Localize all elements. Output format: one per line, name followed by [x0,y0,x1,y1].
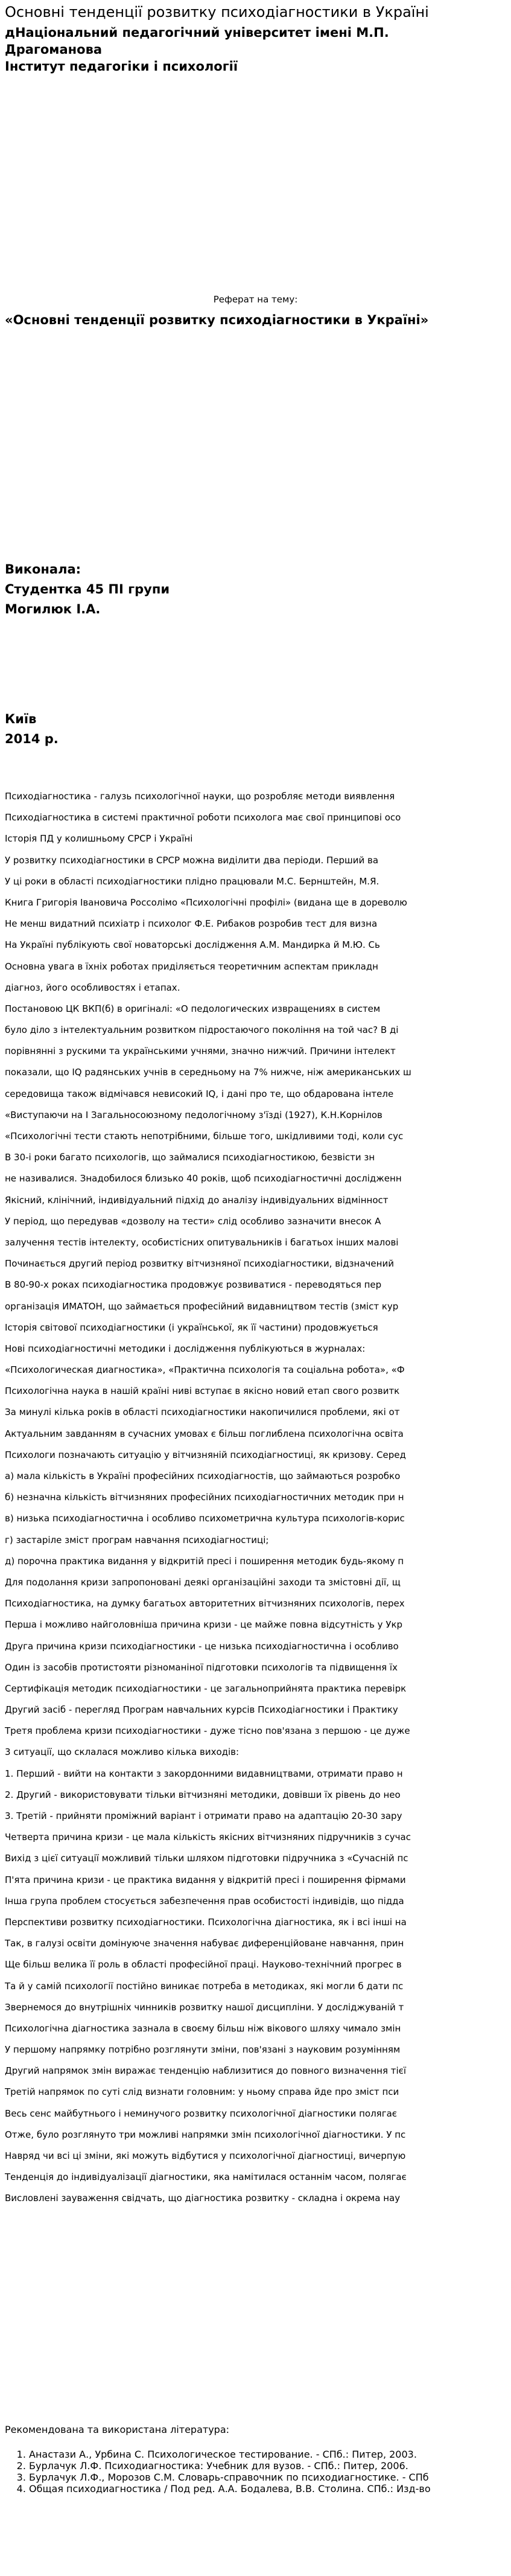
body-line: Ще більш велика її роль в області професійної праці. Науково-технічний прогрес в [5,1959,402,1970]
body-line: У ці роки в області психодіагностики плідно працювали М.С. Бернштейн, М.Я. [5,875,379,887]
body-line: середовища також відмічався невисокий IQ, і дані про те, що обдарована інтеле [5,1088,394,1099]
body-line: г) застаріле зміст програм навчання психодіагностиці; [5,1534,269,1545]
body-line: Інша група проблем стосується забезпечення прав особистості індивідів, що підда [5,1895,404,1906]
body-line: не називалися. Знадобилося близько 40 років, щоб психодіагностичні дослідженн [5,1173,402,1184]
body-line: в) низька психодіагностична і особливо психометрична культура психологів-корис [5,1513,405,1524]
body-line: було ділo з інтелектуальним розвитком підростаючого покоління на той час? В ді [5,1024,399,1036]
body-line: Весь сенс майбутнього і неминучого розвитку психологічної діагностики полягає [5,2108,397,2119]
body-line: показали, що IQ радянських учнів в середньому на 7% нижче, ніж американських ш [5,1067,411,1078]
body-line: Третя проблема кризи психодіагностики - дуже тісно пов'язана з першою - це дуже [5,1725,410,1737]
body-line: Психодіагностика, на думку багатьох авторитетних вітчизняних психологів, перех [5,1598,405,1609]
body-line: Другий напрямок змін виражає тенденцію наблизитися до повного визначення тієї [5,2065,407,2077]
body-line: «Психологічні тести стають непотрібними, більше того, шкідливими тоді, коли сус [5,1131,404,1142]
body-line: Психологічна наука в нашій країні ниві вступає в якісно новий етап свого розвитк [5,1385,400,1397]
body-line: Друга причина кризи психодіагностики - це низька психодіагностична і особливо [5,1640,399,1652]
essay-label: Реферат на тему: [213,294,298,305]
body-line: У розвитку психодіагностики в СРСР можна виділити два періоди. Перший ва [5,854,379,866]
body-line: Тенденція до індивідуалізації діагностики, яка намітилася останнім часом, полягає [5,2172,407,2183]
references-section [5,2424,431,2495]
body-line: За минулі кілька років в області психодіагностики накопичилися проблеми, які от [5,1407,400,1418]
body-line: Вихід з цієї ситуації можливий тільки шляхом підготовки підручника з «Сучасній пс [5,1853,408,1864]
body-line: Так, в галузі освіти домінуючe значення набуває диференційоване навчання, прин [5,1938,404,1949]
body-line: Отже, було розглянуто три можливі напрямки змін психологічної діагностики. У пс [5,2129,406,2140]
body-line: На Україні публікують свої новаторські дослідження А.М. Мандирка й М.Ю. Сь [5,939,380,951]
reference-item: 3. Бурлачук Л.Ф., Морозов С.М. Словарь-справочник по психодиагностике. - СПб [29,2472,431,2483]
body-line: Постановою ЦК ВКП(б) в оригіналі: «О педологических извращениях в систем [5,1003,381,1014]
references-title: Рекомендована та використана література: [5,2424,230,2435]
body-line: Актуальним завданням в сучасних умовах є більш поглиблена психологічна освіта [5,1428,404,1439]
author-done-by: Виконала: [5,562,81,577]
body-line: 2. Другий - використовувати тільки вітчизняні методики, довівши їх рівень до нео [5,1789,401,1800]
body-line: Перша і можливо найголовніша причина кризи - це майже повна відсутність у Укр [5,1619,403,1631]
body-line: П'ята причина кризи - це практика видання у відкритій пресі і поширення фірмами [5,1874,406,1885]
body-line: В 80-90-х роках психодіагностика продовжує розвиватися - переводяться пер [5,1279,382,1291]
body-line: а) мала кількість в Україні професійних психодіагностів, що займаються розробко [5,1471,401,1481]
body-line: Психодіагностика - галузь психологічної науки, що розробляє методи виявлення [5,791,395,802]
body-line: Другий засіб - перегляд Програм навчальних курсів Психодіагностики і Практику [5,1704,398,1716]
body-line: Історія ПД у колишньому СРСР і Україні [5,833,193,845]
body-line: У період, що передував «дозволу на тести» слід особливо зазначити внесок А [5,1215,381,1227]
body-line: Один із засобів протистояти різноманіної підготовки психологів та підвищення їх [5,1661,398,1673]
page-title: Основні тенденції розвитку психодіагностики в Україні [5,4,429,21]
body-line: залучення тестів інтелекту, особистісних опитувальників і багатьох інших малові [5,1236,399,1248]
body-line: Психодіагностика в системі практичної роботи психолога має свої принципові осо [5,812,401,823]
body-line: Основна увага в їхніх роботах приділяється теоретичним аспектам прикладн [5,960,378,972]
body-line: Психологічна діагностика зазнала в своєму більш ніж вікового шляху чимало змін [5,2022,401,2034]
institute-name: Інститут педагогіки і психології [5,59,238,74]
author-student-group: Студентка 45 ПІ групи [5,582,170,596]
university-name-line-2: Драгоманова [5,42,103,57]
body-line: 3 ситуації, що склалася можливо кілька виходів: [5,1747,240,1758]
body-line: «Виступаючи на I Загальносоюзному педологічному з'їзді (1927), К.Н.Корнілов [5,1109,382,1120]
references-list [5,2449,431,2495]
reference-item: 4. Общая психодиагностика / Под ред. А.А. Бодалева, В.В. Столина. СПб.: Изд-во [29,2483,431,2495]
essay-topic: «Основні тенденції розвитку психодіагностики в Україні» [5,313,429,327]
body-line: Навряд чи всі ці зміни, які можуть відбутися у психологічної діагностиці, вичерпую [5,2150,406,2161]
body-line: Сертифікація методик психодіагностики - це загальноприйнята практика перевірк [5,1683,407,1694]
body-line: Книга Григорія Івановича Россолімо «Психологічні профілі» (видана ще в дореволю [5,896,407,908]
body-line: діагноз, його особливостях і етапах. [5,982,180,993]
year: 2014 р. [5,732,59,746]
city: Київ [5,712,37,726]
body-line: Звернемося до внутрішніх чинників розвитку нашої дисципліни. У досліджуваній т [5,2001,404,2013]
body-line: Перспективи розвитку психодіагностики. Психологічна діагностика, як і всі інші на [5,1916,407,1928]
reference-item: 1. Анастази А., Урбина С. Психологическое тестирование. - СПб.: Питер, 2003. [29,2449,431,2460]
body-line: В 30-і роки багато психологів, що займалися психодіагностикою, безвісти зн [5,1152,375,1163]
body-line: Не менш видатний психіатр і психолог Ф.Е. Рибаков розробив тест для визна [5,918,378,930]
university-name-line-1: дНаціональний педагогічний університет імені М.П. [5,25,389,40]
author-name: Могилюк І.А. [5,602,101,616]
body-line: Починається другий період розвитку вітчизняної психодіагностики, відзначений [5,1258,394,1270]
essay-body [5,786,511,2210]
body-line: б) незначна кількість вітчизняних професійних психодіагностичних методик при н [5,1492,404,1503]
body-line: 3. Третій - прийняти проміжний варіант і отримати право на адаптацію 20-30 зару [5,1811,402,1821]
body-line: 1. Перший - вийти на контакти з закордонними видавництвами, отримати право н [5,1768,403,1779]
body-line: Нові психодіагностичні методики і дослідження публікуються в журналах: [5,1343,366,1354]
body-line: організація ИМАТОН, що займається професійний видавництвом тестів (зміст кур [5,1300,399,1312]
body-line: У першому напрямку потрібно розглянути зміни, пов'язані з науковим розумінням [5,2044,401,2056]
body-line: Для подолання кризи запропоновані деякі організаційні заходи та змістовні дії, щ [5,1576,401,1588]
body-line: Якісний, клінічний, індивідуальний підхід до аналізу індивідуальних відмінност [5,1194,389,1206]
body-line: Та й у самій психології постійно виникає потреба в методиках, які могли б дати пс [5,1980,404,1992]
body-line: Висловлені зауваження свідчать, що діагностика розвитку - складна і окрема нау [5,2193,401,2204]
body-line: Психологи позначають ситуацію у вітчизняній психодіагностиці, як кризову. Серед [5,1449,406,1460]
body-line: д) порочна практика видання у відкритій пресі і поширення методик будь-якому п [5,1555,404,1567]
body-line: Четверта причина кризи - це мала кількість якісних вітчизняних підручників з сучас [5,1832,411,1843]
body-line: «Психологическая диагностика», «Практична психологія та соціальна робота», «Ф [5,1364,405,1376]
body-line: Історія світової психодіагностики (і української, як її частини) продовжується [5,1322,378,1333]
body-line: Третій напрямок по суті слід визнати головним: у ньому справа йде про зміст пси [5,2086,399,2098]
reference-item: 2. Бурлачук Л.Ф. Психодиагностика: Учебник для вузов. - СПб.: Питер, 2006. [29,2460,431,2472]
body-line: порівнянні з рускими та українськими учнями, значно нижчий. Причини інтелект [5,1046,396,1057]
